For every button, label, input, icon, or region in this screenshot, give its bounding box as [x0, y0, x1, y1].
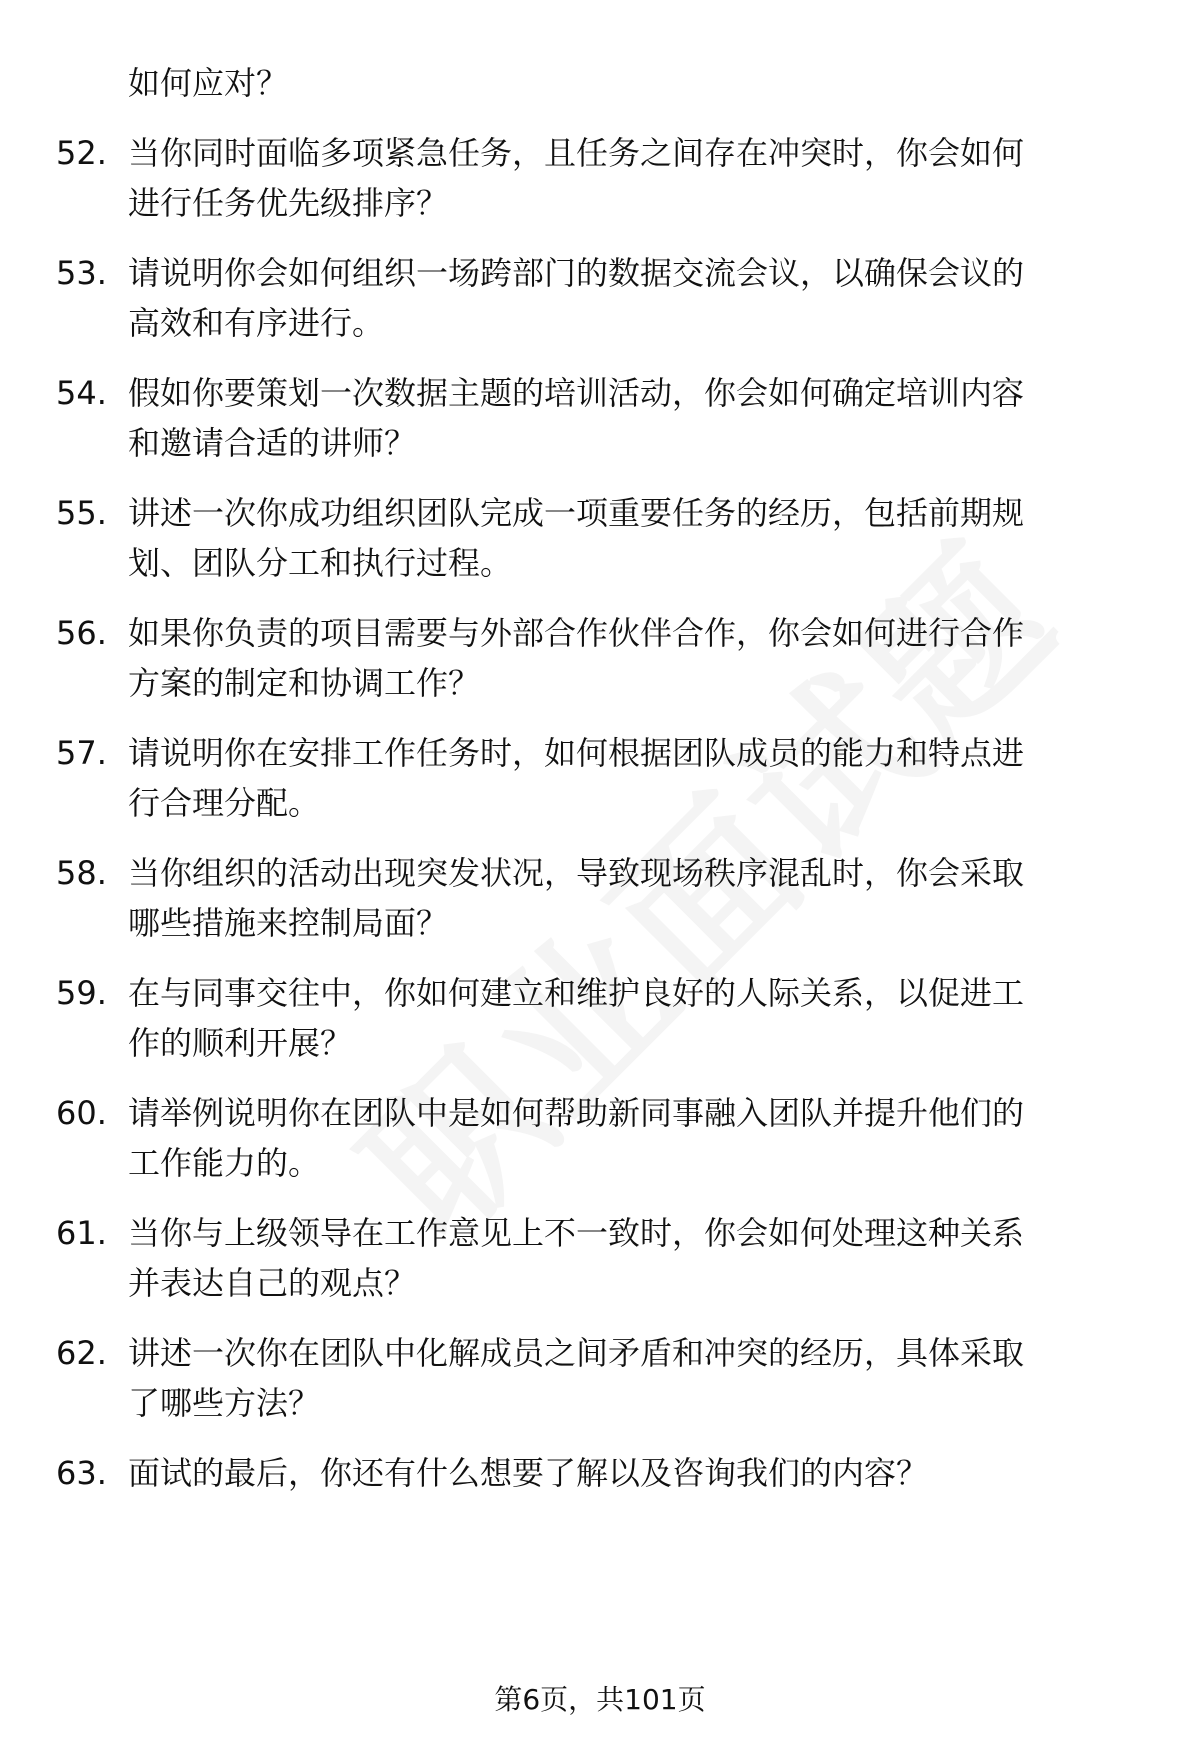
question-number: 63.	[56, 1454, 107, 1492]
question-item	[0, 968, 1200, 1068]
question-line: 方案的制定和协调工作？	[128, 664, 481, 702]
question-line: 并表达自己的观点？	[128, 1264, 417, 1302]
question-text	[128, 1328, 1148, 1428]
question-item	[0, 368, 1200, 468]
question-number: 56.	[56, 614, 107, 652]
question-line: 如果你负责的项目需要与外部合作伙伴合作，你会如何进行合作	[128, 614, 1025, 652]
question-item	[0, 1448, 1200, 1548]
question-item	[0, 1088, 1200, 1188]
question-text	[128, 488, 1148, 588]
question-line: 面试的最后，你还有什么想要了解以及咨询我们的内容？	[128, 1454, 929, 1492]
question-item	[0, 248, 1200, 348]
question-line: 和邀请合适的讲师？	[128, 424, 417, 462]
question-text	[128, 1448, 1148, 1498]
question-text	[128, 608, 1148, 708]
question-text	[128, 1088, 1148, 1188]
question-line: 在与同事交往中，你如何建立和维护良好的人际关系，以促进工	[128, 974, 1025, 1012]
question-number: 59.	[56, 974, 107, 1012]
question-line: 讲述一次你成功组织团队完成一项重要任务的经历，包括前期规	[128, 494, 1025, 532]
continuation-text: 如何应对？	[128, 64, 289, 102]
question-line: 当你同时面临多项紧急任务，且任务之间存在冲突时，你会如何	[128, 134, 1025, 172]
question-line: 讲述一次你在团队中化解成员之间矛盾和冲突的经历，具体采取	[128, 1334, 1025, 1372]
question-text	[128, 368, 1148, 468]
question-number: 61.	[56, 1214, 107, 1252]
question-text	[128, 728, 1148, 828]
question-text	[128, 248, 1148, 348]
question-line: 哪些措施来控制局面？	[128, 904, 449, 942]
question-number: 62.	[56, 1334, 107, 1372]
question-line: 了哪些方法？	[128, 1384, 321, 1422]
question-line: 请举例说明你在团队中是如何帮助新同事融入团队并提升他们的	[128, 1094, 1025, 1132]
question-number: 60.	[56, 1094, 107, 1132]
question-line: 当你与上级领导在工作意见上不一致时，你会如何处理这种关系	[128, 1214, 1025, 1252]
question-line: 作的顺利开展？	[128, 1024, 353, 1062]
question-number: 53.	[56, 254, 107, 292]
question-line: 请说明你会如何组织一场跨部门的数据交流会议，以确保会议的	[128, 254, 1025, 292]
question-item	[0, 608, 1200, 708]
question-line: 假如你要策划一次数据主题的培训活动，你会如何确定培训内容	[128, 374, 1025, 412]
question-line: 行合理分配。	[128, 784, 321, 822]
question-line: 划、团队分工和执行过程。	[128, 544, 513, 582]
question-item	[0, 128, 1200, 228]
question-line: 当你组织的活动出现突发状况，导致现场秩序混乱时，你会采取	[128, 854, 1025, 892]
question-number: 55.	[56, 494, 107, 532]
question-line: 高效和有序进行。	[128, 304, 385, 342]
question-number: 52.	[56, 134, 107, 172]
question-number: 57.	[56, 734, 107, 772]
question-text	[128, 1208, 1148, 1308]
question-item	[0, 488, 1200, 588]
question-line: 请说明你在安排工作任务时，如何根据团队成员的能力和特点进	[128, 734, 1025, 772]
question-item	[0, 1208, 1200, 1308]
question-item	[0, 728, 1200, 828]
question-text	[128, 128, 1148, 228]
page-number-footer: 第6页，共101页	[494, 1683, 706, 1716]
question-number: 58.	[56, 854, 107, 892]
question-text	[128, 848, 1148, 948]
question-number: 54.	[56, 374, 107, 412]
question-line: 工作能力的。	[128, 1144, 321, 1182]
question-line: 进行任务优先级排序？	[128, 184, 449, 222]
question-text	[128, 968, 1148, 1068]
question-item	[0, 848, 1200, 948]
question-item	[0, 1328, 1200, 1428]
